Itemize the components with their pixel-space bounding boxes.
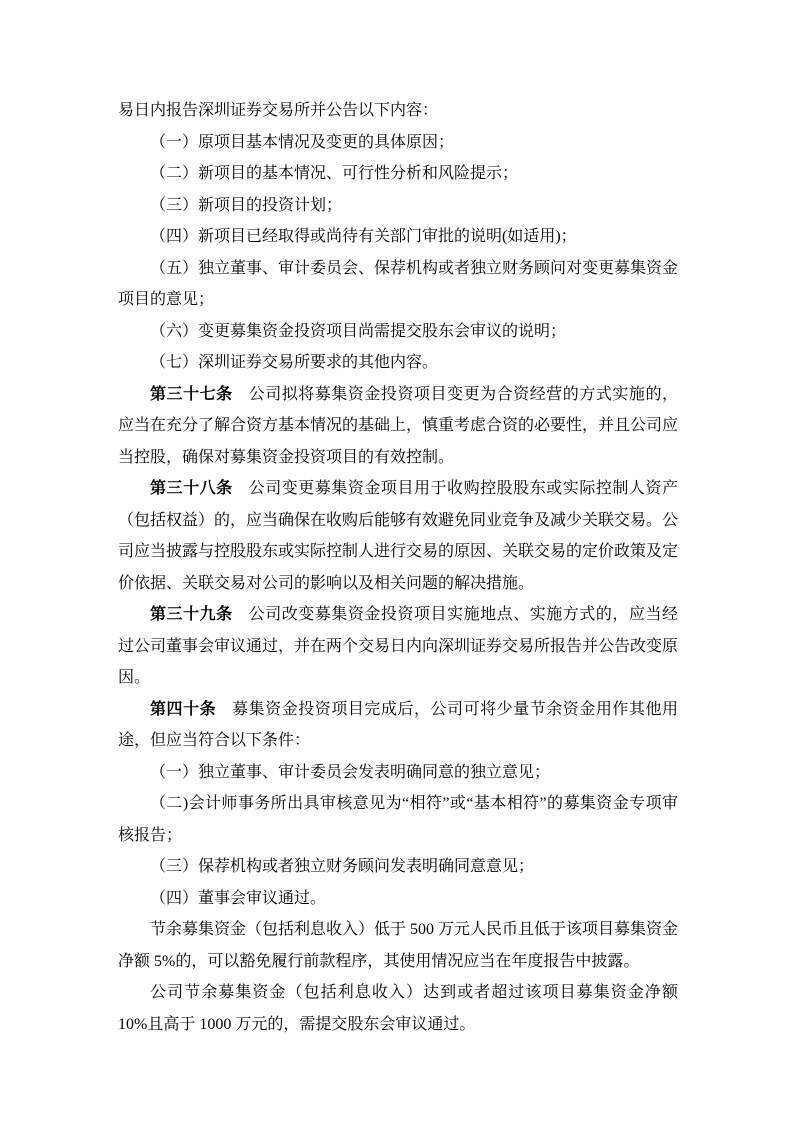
paragraph-text: 公司改变募集资金投资项目实施地点、实施方式的，应当经过公司董事会审议通过，并在两个交易日内向深圳证券交易所报告并公告改变原因。 [118,606,679,686]
paragraph-text: （六）变更募集资金投资项目尚需提交股东会审议的说明； [150,322,567,340]
paragraph [118,757,678,789]
paragraph-text: （三）保荐机构或者独立财务顾问发表明确同意意见； [150,858,535,875]
paragraph [118,914,678,977]
paragraph-text: （二)会计师事务所出具审核意见为“相符”或“基本相符”的募集资金专项审核报告； [118,795,678,844]
article-number: 第三十八条 [150,480,233,497]
paragraph-text: （四）董事会审议通过。 [150,889,327,907]
paragraph-text: （四）新项目已经取得或尚待有关部门审批的说明(如适用)； [150,228,577,245]
article-number: 第三十九条 [150,606,233,623]
paragraph-text: 公司节余募集资金（包括利息收入）达到或者超过该项目募集资金净额 10%且高于 1000 万元的，需提交股东会审议通过。 [118,984,678,1033]
paragraph [118,851,678,883]
paragraph [118,883,678,915]
paragraph [118,190,678,222]
paragraph-text: （七）深圳证券交易所要求的其他内容。 [150,354,439,371]
article-number: 第三十七条 [150,385,233,403]
article-number: 第四十条 [150,700,217,718]
paragraph-text: （二）新项目的基本情况、可行性分析和风险提示； [150,165,519,182]
paragraph-text: 易日内报告深圳证券交易所并公告以下内容： [118,102,439,119]
paragraph [118,221,678,253]
article-paragraph [118,694,678,757]
paragraph [118,253,678,316]
paragraph-text: （五）独立董事、审计委员会、保荐机构或者独立财务顾问对变更募集资金项目的意见； [118,259,679,308]
paragraph-text: 募集资金投资项目完成后，公司可将少量节余资金用作其他用途，但应当符合以下条件： [118,700,678,749]
paragraph-text: 公司变更募集资金项目用于收购控股股东或实际控制人资产（包括权益）的，应当确保在收购后能够有效避免同业竞争及减少关联交易。公司应当披露与控股股东或实际控制人进行交易的原因、关联交易的定价政策及定价依据、关联交易对公司的影响以及相关问题的解决措施。 [118,480,679,592]
paragraph [118,95,678,127]
article-paragraph [118,473,678,599]
article-paragraph [118,379,678,474]
paragraph-text: （一）独立董事、审计委员会发表明确同意的独立意见； [150,763,551,781]
paragraph [118,127,678,159]
paragraph [118,347,678,379]
paragraph-text: 节余募集资金（包括利息收入）低于 500 万元人民币且低于该项目募集资金净额 5%的，可以豁免履行前款程序，其使用情况应当在年度报告中披露。 [118,921,679,970]
paragraph [118,158,678,190]
paragraph-text: （一）原项目基本情况及变更的具体原因； [150,133,455,151]
paragraph [118,316,678,348]
paragraph [118,788,678,851]
paragraph-text: 公司拟将募集资金投资项目变更为合资经营的方式实施的，应当在充分了解合资方基本情况的基础上，慎重考虑合资的必要性，并且公司应当控股，确保对募集资金投资项目的有效控制。 [118,385,679,466]
document-body [118,95,678,1040]
article-paragraph [118,599,678,694]
paragraph-text: （三）新项目的投资计划； [150,196,343,214]
paragraph [118,977,678,1040]
